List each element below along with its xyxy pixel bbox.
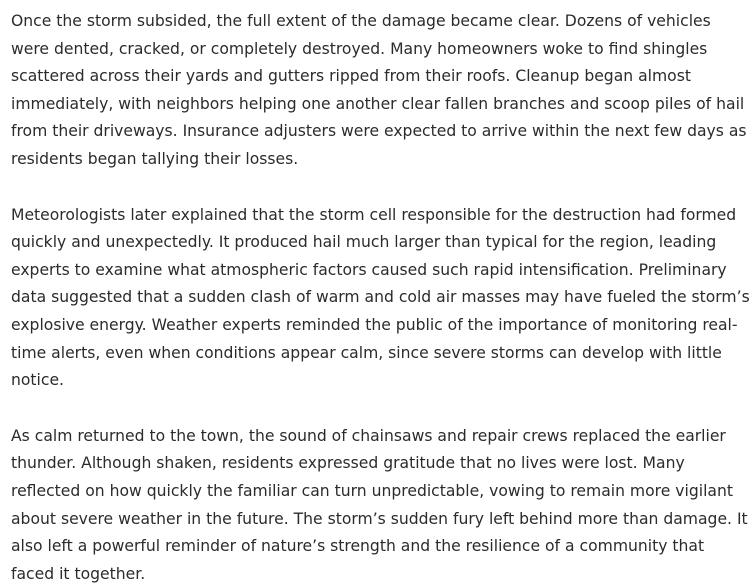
paragraph-damage-aftermath: Once the storm subsided, the full extent of the damage became clear. Dozens of vehicles were dented, cracked, or completely destroyed. Many homeowners woke to find shingles scattered across their yards and gutters ripped from their roofs. Cleanup began almost immediately, with neighbors helping one another clear fallen branches and scoop piles of hail from their driveways. Insurance adjusters were expected to arrive within the next few days as residents began tallying their losses. bbox=[11, 12, 747, 168]
paragraph-community-recovery: As calm returned to the town, the sound of chainsaws and repair crews replaced the earlier thunder. Although shaken, residents expressed gratitude that no lives were lost. Many reflected on how quickly the familiar can turn unpredictable, vowing to remain more vigilant about severe weather in the future. The storm’s sudden fury left behind more than damage. It also left a powerful reminder of nature’s strength and the resilience of a community that faced it together. bbox=[11, 426, 748, 583]
paragraph-meteorologist-explanation: Meteorologists later explained that the storm cell responsible for the destruction had formed quickly and unexpectedly. It produced hail much larger than typical for the region, leading experts to examine what atmospheric factors caused such rapid intensification. Preliminary data suggested that a sudden clash of warm and cold air masses may have fueled the storm’s explosive energy. Weather experts reminded the public of the importance of monitoring real-time alerts, even when conditions appear calm, since severe storms can develop with little notice. bbox=[11, 205, 750, 390]
article-body bbox=[11, 8, 751, 588]
